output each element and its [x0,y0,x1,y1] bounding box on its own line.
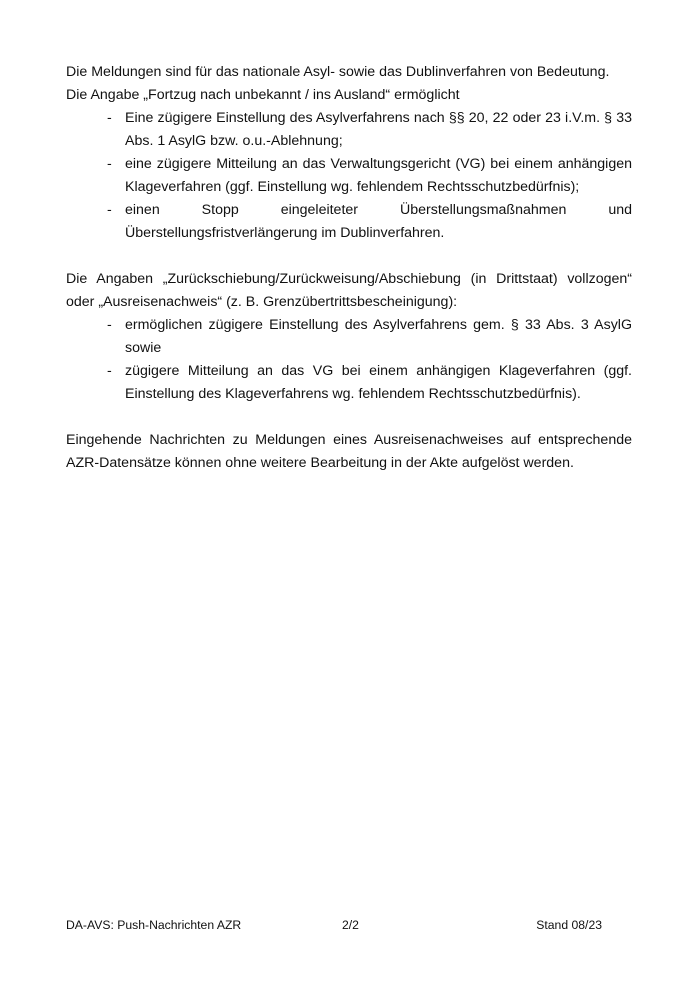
list-dash: - [107,110,112,126]
list-dash: - [107,202,112,218]
paragraph-spacer [66,406,632,429]
document-body [66,61,632,475]
list-item-text: eine zügigere Mitteilung an das Verwaltungsgericht (VG) bei einem anhängigen Klageverfahren (ggf. Einstellung wg. fehlendem Rechtsschutzbedürfnis); [125,156,632,195]
list-item-text: einen Stopp eingeleiteter Überstellungsmaßnahmen und Überstellungsfristverlängerung im Dublinverfahren. [125,202,632,241]
list-item [66,314,632,360]
section1-list [66,107,632,245]
list-item [66,199,632,245]
section3-text: Eingehende Nachrichten zu Meldungen eines Ausreisenachweises auf entsprechende AZR-Datensätze können ohne weitere Bearbeitung in der Akte aufgelöst werden. [66,432,632,471]
list-item-text: zügigere Mitteilung an das VG bei einem anhängigen Klageverfahren (ggf. Einstellung des Klageverfahrens wg. fehlendem Rechtsschutzbedürfnis). [125,363,632,402]
paragraph-spacer [66,245,632,268]
section2-list [66,314,632,406]
section1-intro-line1: Die Meldungen sind für das nationale Asyl- sowie das Dublinverfahren von Bedeutung. [66,64,610,80]
footer-page-number: 2/2 [342,918,359,932]
section1-intro-line2: Die Angabe „Fortzug nach unbekannt / ins Ausland“ ermöglicht [66,87,460,103]
footer-version-date: Stand 08/23 [536,918,602,932]
list-item [66,153,632,199]
list-dash: - [107,363,112,379]
list-dash: - [107,317,112,333]
section2-intro: Die Angaben „Zurückschiebung/Zurückweisung/Abschiebung (in Drittstaat) vollzogen“ oder „Ausreisenachweis“ (z. B. Grenzübertrittsbescheinigung): [66,271,632,310]
list-item [66,360,632,406]
list-item-text: Eine zügigere Einstellung des Asylverfahrens nach §§ 20, 22 oder 23 i.V.m. § 33 Abs. 1 AsylG bzw. o.u.-Ablehnung; [125,110,632,149]
list-item [66,107,632,153]
list-dash: - [107,156,112,172]
footer-document-title: DA-AVS: Push-Nachrichten AZR [66,918,242,932]
list-item-text: ermöglichen zügigere Einstellung des Asylverfahrens gem. § 33 Abs. 3 AsylG sowie [125,317,632,356]
